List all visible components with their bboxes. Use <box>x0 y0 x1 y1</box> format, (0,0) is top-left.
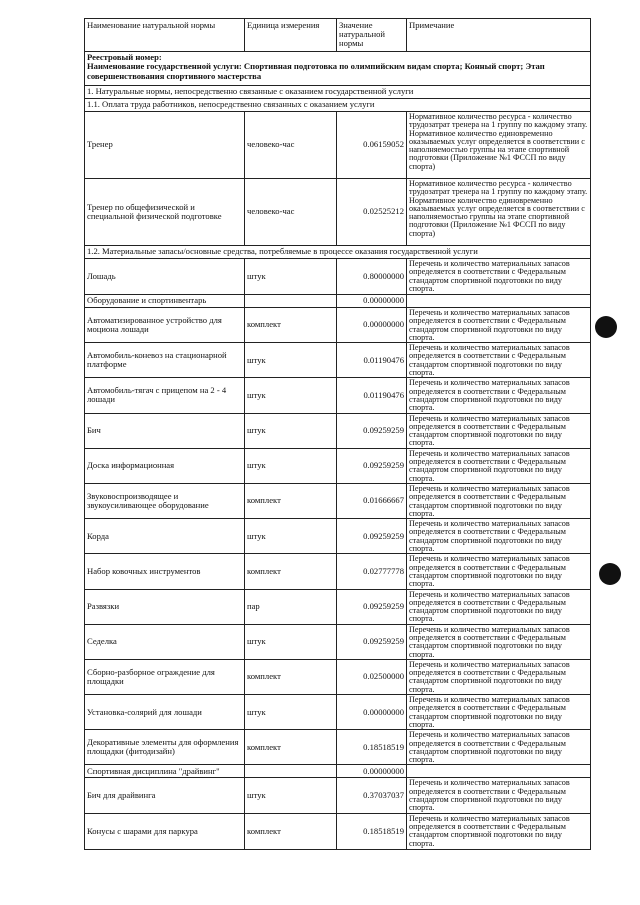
norm-note: Перечень и количество материальных запасов определяется в соответствии с Федеральным стандартом спортивной подготовки по виду спорта. <box>407 730 591 765</box>
service-name: Наименование государственной услуги: Спортивная подготовка по олимпийским видам спорта; Конный спорт; Этап совершенствования спортивного мастерства <box>87 61 545 81</box>
norm-unit: штук <box>245 778 337 813</box>
norm-note: Перечень и количество материальных запасов определяется в соответствии с Федеральным стандартом спортивной подготовки по виду спорта. <box>407 778 591 813</box>
norm-name: Тренер <box>85 112 245 179</box>
section-row <box>85 99 591 112</box>
norm-note: Нормативное количество ресурса - количество трудозатрат тренера на 1 группу по каждому этапу. Нормативное количество единовременно оказываемых услуг определяется в соответствии с наполняемостью группы на этапе спортивной подготовки (Приложение №1 ФССП по виду спорта) <box>407 112 591 179</box>
norm-value: 0.02777778 <box>337 554 407 589</box>
registry-number: Реестровый номер: <box>87 52 162 62</box>
norm-name: Лошадь <box>85 259 245 295</box>
table-row <box>85 259 591 295</box>
table-row <box>85 778 591 813</box>
table-row <box>85 378 591 413</box>
norm-value: 0.09259259 <box>337 448 407 483</box>
section-row <box>85 86 591 99</box>
table-row <box>85 589 591 624</box>
norm-name: Развязки <box>85 589 245 624</box>
scan-hole-mark <box>595 316 617 338</box>
norm-note: Перечень и количество материальных запасов определяется в соответствии с Федеральным стандартом спортивной подготовки по виду спорта. <box>407 519 591 554</box>
header-row <box>85 19 591 52</box>
norm-note: Перечень и количество материальных запасов определяется в соответствии с Федеральным стандартом спортивной подготовки по виду спорта. <box>407 413 591 448</box>
norm-note: Перечень и количество материальных запасов определяется в соответствии с Федеральным стандартом спортивной подготовки по виду спорта. <box>407 259 591 295</box>
norm-value: 0.00000000 <box>337 695 407 730</box>
norm-value: 0.09259259 <box>337 519 407 554</box>
table-row <box>85 413 591 448</box>
norm-note: Перечень и количество материальных запасов определяется в соответствии с Федеральным стандартом спортивной подготовки по виду спорта. <box>407 343 591 378</box>
norm-note: Перечень и количество материальных запасов определяется в соответствии с Федеральным стандартом спортивной подготовки по виду спорта. <box>407 308 591 343</box>
section-row <box>85 246 591 259</box>
norm-value: 0.06159052 <box>337 112 407 179</box>
norms-table <box>84 18 591 850</box>
norm-value: 0.02525212 <box>337 179 407 246</box>
table-row <box>85 308 591 343</box>
norm-value: 0.02500000 <box>337 659 407 694</box>
norm-unit: штук <box>245 343 337 378</box>
norm-name: Сборно-разборное ограждение для площадки <box>85 659 245 694</box>
norm-note: Перечень и количество материальных запасов определяется в соответствии с Федеральным стандартом спортивной подготовки по виду спорта. <box>407 695 591 730</box>
norm-unit: штук <box>245 259 337 295</box>
norm-name: Автомобиль-коневоз на стационарной платформе <box>85 343 245 378</box>
norm-note: Нормативное количество ресурса - количество трудозатрат тренера на 1 группу по каждому этапу. Нормативное количество единовременно оказываемых услуг определяется в соответствии с наполняемостью группы на этапе спортивной подготовки (Приложение №1 ФССП по виду спорта) <box>407 179 591 246</box>
norm-note: Перечень и количество материальных запасов определяется в соответствии с Федеральным стандартом спортивной подготовки по виду спорта. <box>407 813 591 849</box>
norm-value: 0.00000000 <box>337 308 407 343</box>
norm-value: 0.00000000 <box>337 765 407 778</box>
norm-value: 0.00000000 <box>337 295 407 308</box>
norm-name: Автомобиль-тягач с прицепом на 2 - 4 лошади <box>85 378 245 413</box>
norm-unit: комплект <box>245 483 337 518</box>
norm-value: 0.37037037 <box>337 778 407 813</box>
registry-cell <box>85 52 591 86</box>
norm-unit: штук <box>245 448 337 483</box>
norm-note <box>407 765 591 778</box>
header-unit: Единица измерения <box>245 19 337 52</box>
norm-unit: человеко-час <box>245 112 337 179</box>
norms-document <box>84 18 590 850</box>
table-row <box>85 519 591 554</box>
norm-unit: штук <box>245 378 337 413</box>
norm-name: Спортивная дисциплина "драйвинг" <box>85 765 245 778</box>
scan-hole-mark <box>599 563 621 585</box>
norm-note: Перечень и количество материальных запасов определяется в соответствии с Федеральным стандартом спортивной подготовки по виду спорта. <box>407 483 591 518</box>
norm-unit: комплект <box>245 659 337 694</box>
norm-note: Перечень и количество материальных запасов определяется в соответствии с Федеральным стандартом спортивной подготовки по виду спорта. <box>407 554 591 589</box>
section-1-2-title: 1.2. Материальные запасы/основные средства, потребляемые в процессе оказания государственной услуги <box>85 246 591 259</box>
table-row <box>85 343 591 378</box>
norm-name: Тренер по общефизической и специальной физической подготовке <box>85 179 245 246</box>
norm-unit <box>245 295 337 308</box>
header-name: Наименование натуральной нормы <box>85 19 245 52</box>
norm-note: Перечень и количество материальных запасов определяется в соответствии с Федеральным стандартом спортивной подготовки по виду спорта. <box>407 659 591 694</box>
norm-name: Набор ковочных инструментов <box>85 554 245 589</box>
norm-unit <box>245 765 337 778</box>
norm-name: Седелка <box>85 624 245 659</box>
norm-unit: штук <box>245 413 337 448</box>
table-row <box>85 112 591 179</box>
table-row <box>85 179 591 246</box>
norm-note: Перечень и количество материальных запасов определяется в соответствии с Федеральным стандартом спортивной подготовки по виду спорта. <box>407 378 591 413</box>
norm-name: Корда <box>85 519 245 554</box>
norm-value: 0.09259259 <box>337 589 407 624</box>
table-row <box>85 624 591 659</box>
norm-name: Установка-солярий для лошади <box>85 695 245 730</box>
norm-note: Перечень и количество материальных запасов определяется в соответствии с Федеральным стандартом спортивной подготовки по виду спорта. <box>407 624 591 659</box>
norm-name: Автоматизированное устройство для моциона лошади <box>85 308 245 343</box>
norm-unit: штук <box>245 519 337 554</box>
norm-value: 0.01190476 <box>337 378 407 413</box>
norm-name: Конусы с шарами для паркура <box>85 813 245 849</box>
norm-value: 0.09259259 <box>337 624 407 659</box>
table-row <box>85 295 591 308</box>
norm-note: Перечень и количество материальных запасов определяется в соответствии с Федеральным стандартом спортивной подготовки по виду спорта. <box>407 448 591 483</box>
norm-name: Бич для драйвинга <box>85 778 245 813</box>
table-row <box>85 448 591 483</box>
norm-value: 0.09259259 <box>337 413 407 448</box>
table-row <box>85 554 591 589</box>
table-row <box>85 730 591 765</box>
table-row <box>85 483 591 518</box>
norm-note <box>407 295 591 308</box>
norm-value: 0.18518519 <box>337 813 407 849</box>
norm-unit: человеко-час <box>245 179 337 246</box>
norm-unit: комплект <box>245 813 337 849</box>
norm-unit: штук <box>245 695 337 730</box>
norm-note: Перечень и количество материальных запасов определяется в соответствии с Федеральным стандартом спортивной подготовки по виду спорта. <box>407 589 591 624</box>
norm-unit: штук <box>245 624 337 659</box>
header-value: Значение натуральной нормы <box>337 19 407 52</box>
norms-table-body <box>85 19 591 850</box>
registry-row <box>85 52 591 86</box>
norm-name: Оборудование и спортинвентарь <box>85 295 245 308</box>
table-row <box>85 813 591 849</box>
norm-name: Бич <box>85 413 245 448</box>
section-1-title: 1. Натуральные нормы, непосредственно связанные с оказанием государственной услуги <box>85 86 591 99</box>
norm-value: 0.18518519 <box>337 730 407 765</box>
section-1-1-title: 1.1. Оплата труда работников, непосредственно связанных с оказанием услуги <box>85 99 591 112</box>
norm-value: 0.80000000 <box>337 259 407 295</box>
norm-name: Декоративные элементы для оформления площадки (фитодизайн) <box>85 730 245 765</box>
norm-unit: комплект <box>245 730 337 765</box>
norm-name: Доска информационная <box>85 448 245 483</box>
norm-unit: пар <box>245 589 337 624</box>
header-note: Примечание <box>407 19 591 52</box>
norm-value: 0.01190476 <box>337 343 407 378</box>
table-row <box>85 659 591 694</box>
table-row <box>85 765 591 778</box>
table-row <box>85 695 591 730</box>
norm-unit: комплект <box>245 554 337 589</box>
norm-name: Звуковоспроизводящее и звукоусиливающее оборудование <box>85 483 245 518</box>
norm-value: 0.01666667 <box>337 483 407 518</box>
norm-unit: комплект <box>245 308 337 343</box>
